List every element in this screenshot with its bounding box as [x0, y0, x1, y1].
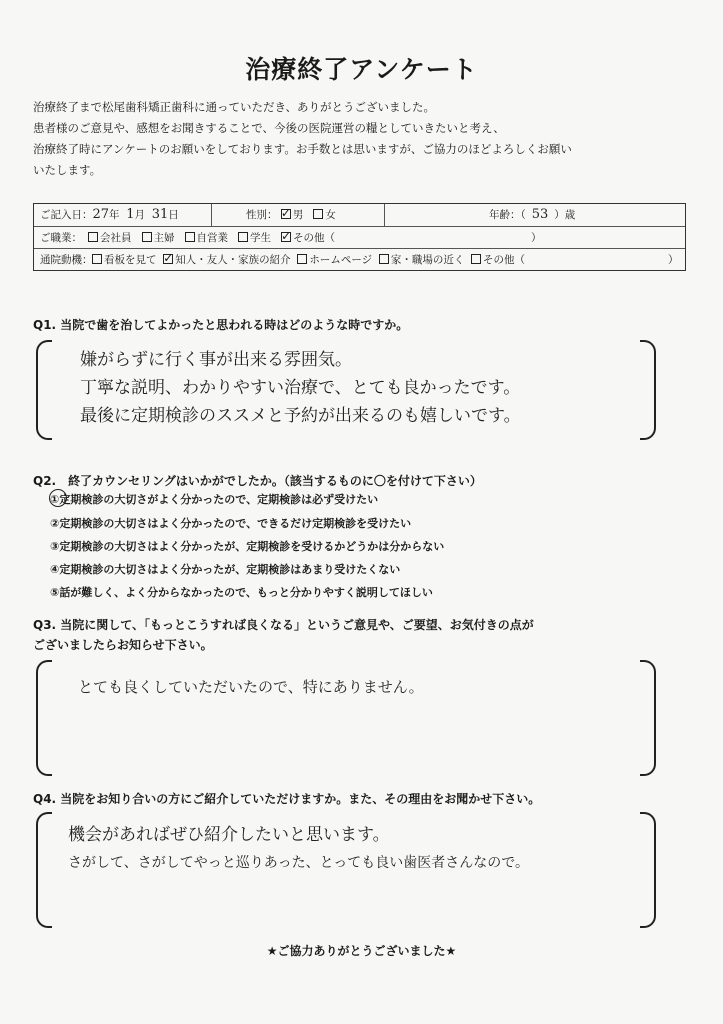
q3-question-line2: ございましたらお知らせ下さい。	[33, 638, 213, 652]
gender-female-checkbox[interactable]: 女	[313, 209, 336, 221]
visit-reason-row	[34, 248, 685, 271]
q2-option-4[interactable]: ④定期検診の大切さはよく分かったが、定期検診はあまり受けたくない	[50, 563, 401, 576]
occupation-label: ご職業：	[40, 232, 82, 244]
occupation-self-employed-checkbox[interactable]: 自営業	[185, 232, 229, 244]
q3-answer-box-right-bracket	[640, 660, 656, 776]
footer-thanks: ★ご協力ありがとうございました★	[266, 944, 457, 958]
occupation-other-checkbox[interactable]: ✓ その他（	[281, 232, 335, 244]
q2-question: Q2. 終了カウンセリングはいかがでしたか。（該当するものに〇を付けて下さい）	[33, 474, 482, 488]
intro-line: いたします。	[33, 163, 102, 177]
q3-question-line1: Q3. 当院に関して、「もっとこうすれば良くなる」というご意見や、ご要望、お気付きの点が	[33, 618, 534, 632]
age-value: 53	[531, 207, 549, 222]
visit-close-paren: ）	[668, 254, 679, 266]
occupation-company-employee-checkbox[interactable]: 会社員	[88, 232, 132, 244]
occupation-student-checkbox[interactable]: 学生	[238, 232, 271, 244]
respondent-info-table	[33, 203, 686, 271]
q2-option-2[interactable]: ②定期検診の大切さはよく分かったので、できるだけ定期検診を受けたい	[50, 517, 412, 530]
q3-answer-box-left-bracket	[36, 660, 52, 776]
checkbox-icon	[92, 254, 102, 264]
visit-homepage-checkbox[interactable]: ホームページ	[297, 254, 372, 266]
occupation-housewife-checkbox[interactable]: 主婦	[142, 232, 175, 244]
q1-answer-line: 嫌がらずに行く事が出来る雰囲気。	[80, 350, 352, 370]
visit-referral-checkbox[interactable]: ✓ 知人・友人・家族の紹介	[163, 254, 291, 266]
occupation-close-paren: ）	[531, 232, 542, 244]
page-title: 治療終了アンケート	[245, 55, 478, 84]
checkbox-checked-icon	[281, 232, 291, 242]
date-month: 1	[126, 207, 135, 222]
checkbox-icon	[297, 254, 307, 264]
occupation-row	[34, 226, 685, 249]
q2-option-3[interactable]: ③定期検診の大切さはよく分かったが、定期検診を受けるかどうかは分からない	[50, 540, 445, 553]
checkbox-icon	[471, 254, 481, 264]
checkbox-icon	[185, 232, 195, 242]
checkbox-icon	[379, 254, 389, 264]
q4-question: Q4. 当院をお知り合いの方にご紹介していただけますか。また、その理由をお聞かせ下さい。	[33, 792, 541, 806]
date-gender-age-row	[34, 204, 685, 226]
gender-field: 性別： ✓ 男 女	[246, 204, 336, 226]
checkbox-checked-icon	[281, 209, 291, 219]
intro-line: 治療終了まで松尾歯科矯正歯科に通っていただき、ありがとうございました。	[33, 100, 436, 114]
intro-line: 患者様のご意見や、感想をお聞きすることで、今後の医院運営の糧としていきたいと考え、	[33, 121, 505, 135]
visit-nearby-checkbox[interactable]: 家・職場の近く	[379, 254, 465, 266]
q1-answer-line: 最後に定期検診のススメと予約が出来るのも嬉しいです。	[80, 406, 521, 426]
checkbox-icon	[88, 232, 98, 242]
q4-answer-line: さがして、さがしてやっと巡りあった、とっても良い歯医者さんなので。	[68, 855, 530, 871]
q3-answer: とても良くしていただいたので、特にありません。	[78, 678, 424, 696]
q4-answer-box-right-bracket	[640, 812, 656, 928]
checkbox-icon	[238, 232, 248, 242]
checkbox-icon	[142, 232, 152, 242]
visit-signboard-checkbox[interactable]: 看板を見て	[92, 254, 157, 266]
q1-question: Q1. 当院で歯を治してよかったと思われる時はどのような時ですか。	[33, 318, 409, 332]
age-field[interactable]: 年齢：（ 53 ）歳	[489, 207, 576, 222]
checkbox-checked-icon	[163, 254, 173, 264]
q1-answer-line: 丁寧な説明、わかりやすい治療で、とても良かったです。	[80, 378, 521, 398]
q2-option-1[interactable]: ①定期検診の大切さがよく分かったので、定期検診は必ず受けたい	[50, 493, 379, 506]
visit-reason-options	[92, 249, 525, 271]
visit-reason-label: 通院動機：	[40, 254, 93, 266]
intro-text	[33, 97, 693, 181]
q4-answer-line: 機会があればぜひ紹介したいと思います。	[68, 825, 390, 845]
q1-answer-box-left-bracket	[36, 340, 52, 440]
date-field[interactable]: ご記入日：27年 1月 31日	[40, 207, 179, 222]
occupation-options	[88, 227, 335, 249]
visit-other-checkbox[interactable]: その他（	[471, 254, 525, 266]
q2-option-5[interactable]: ⑤話が難しく、よく分からなかったので、もっと分かりやすく説明してほしい	[50, 586, 433, 599]
q1-answer-box-right-bracket	[640, 340, 656, 440]
gender-male-checkbox[interactable]: ✓ 男	[281, 209, 304, 221]
date-year: 27	[92, 207, 110, 222]
q4-answer-box-left-bracket	[36, 812, 52, 928]
intro-line: 治療終了時にアンケートのお願いをしております。お手数とは思いますが、ご協力のほどよろしくお願い	[33, 142, 572, 156]
checkbox-icon	[313, 209, 323, 219]
date-day: 31	[151, 207, 169, 222]
